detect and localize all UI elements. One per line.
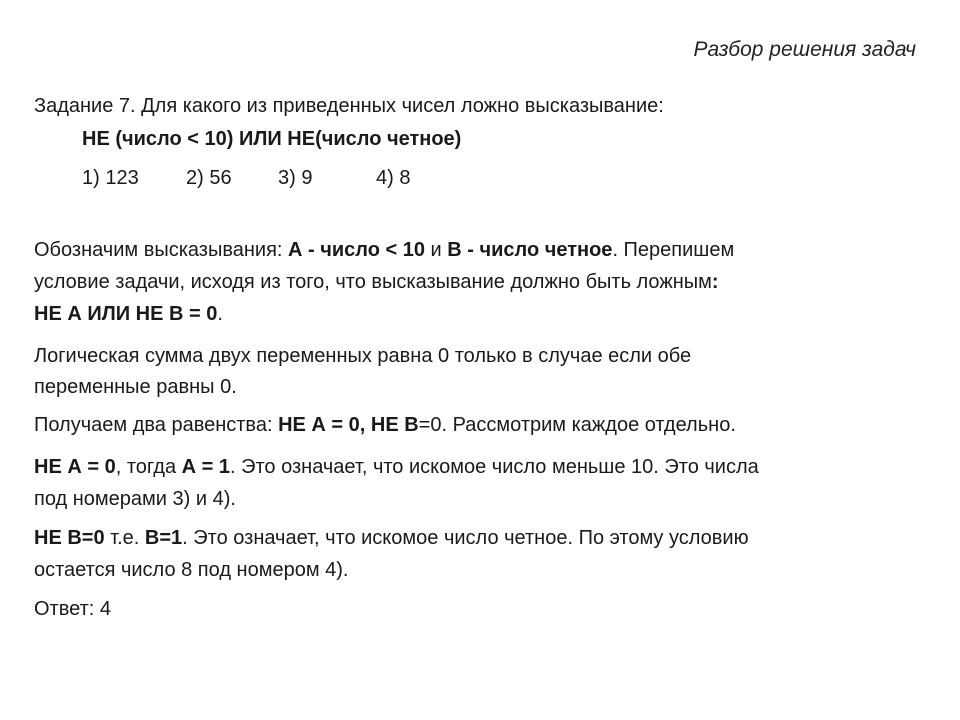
solution-p3 [34,411,736,439]
equalities: НЕ А = 0, НЕ В [278,414,419,436]
text: т.е. [104,527,145,549]
equation-not-a: НЕ А = 0 [34,456,116,478]
text: . Перепишем [612,239,735,261]
solution-p1-line1 [34,236,734,264]
option-4: 4) 8 [376,167,411,189]
answer: Ответ: 4 [34,598,111,620]
option-2: 2) 56 [186,167,232,189]
text: условие задачи, исходя из того, что высказывание должно быть ложным [34,271,712,293]
text: . Это означает, что искомое число четное. По этому условию [182,527,749,549]
slide-header-title: Разбор решения задач [693,38,916,61]
solution-p5-line2: остается число 8 под номером 4). [34,559,349,581]
option-1: 1) 123 [82,167,139,189]
solution-p5-line1 [34,524,749,552]
text: : [711,271,719,293]
task-options [82,164,410,192]
equation-b: В=1 [144,527,183,549]
text: , тогда [115,456,182,478]
text: =0. Рассмотрим каждое отдельно. [418,414,736,436]
solution-p1-line2 [34,268,719,296]
solution-p4-line1 [34,453,759,481]
text: Получаем два равенства: [34,414,279,436]
statement-b: В - число четное [447,239,613,261]
solution-p1-line3 [34,300,223,328]
text: . [217,303,223,325]
solution-p2-line1: Логическая сумма двух переменных равна 0 только в случае если обе [34,345,692,367]
solution-p2-line2: переменные равны 0. [34,376,237,398]
task-question: Задание 7. Для какого из приведенных чисел ложно высказывание: [34,95,664,117]
statement-a: А - число < 10 [288,239,425,261]
equation-a: А = 1 [181,456,230,478]
task-expression: НЕ (число < 10) ИЛИ НЕ(число четное) [82,128,462,150]
solution-p4-line2: под номерами 3) и 4). [34,488,236,510]
text: Обозначим высказывания: [34,239,289,261]
equation-not-b: НЕ В=0 [34,527,105,549]
rewritten-condition: НЕ А ИЛИ НЕ В = 0 [34,303,218,325]
text: . Это означает, что искомое число меньше 10. Это числа [229,456,759,478]
text: и [424,239,448,261]
option-3: 3) 9 [278,167,313,189]
